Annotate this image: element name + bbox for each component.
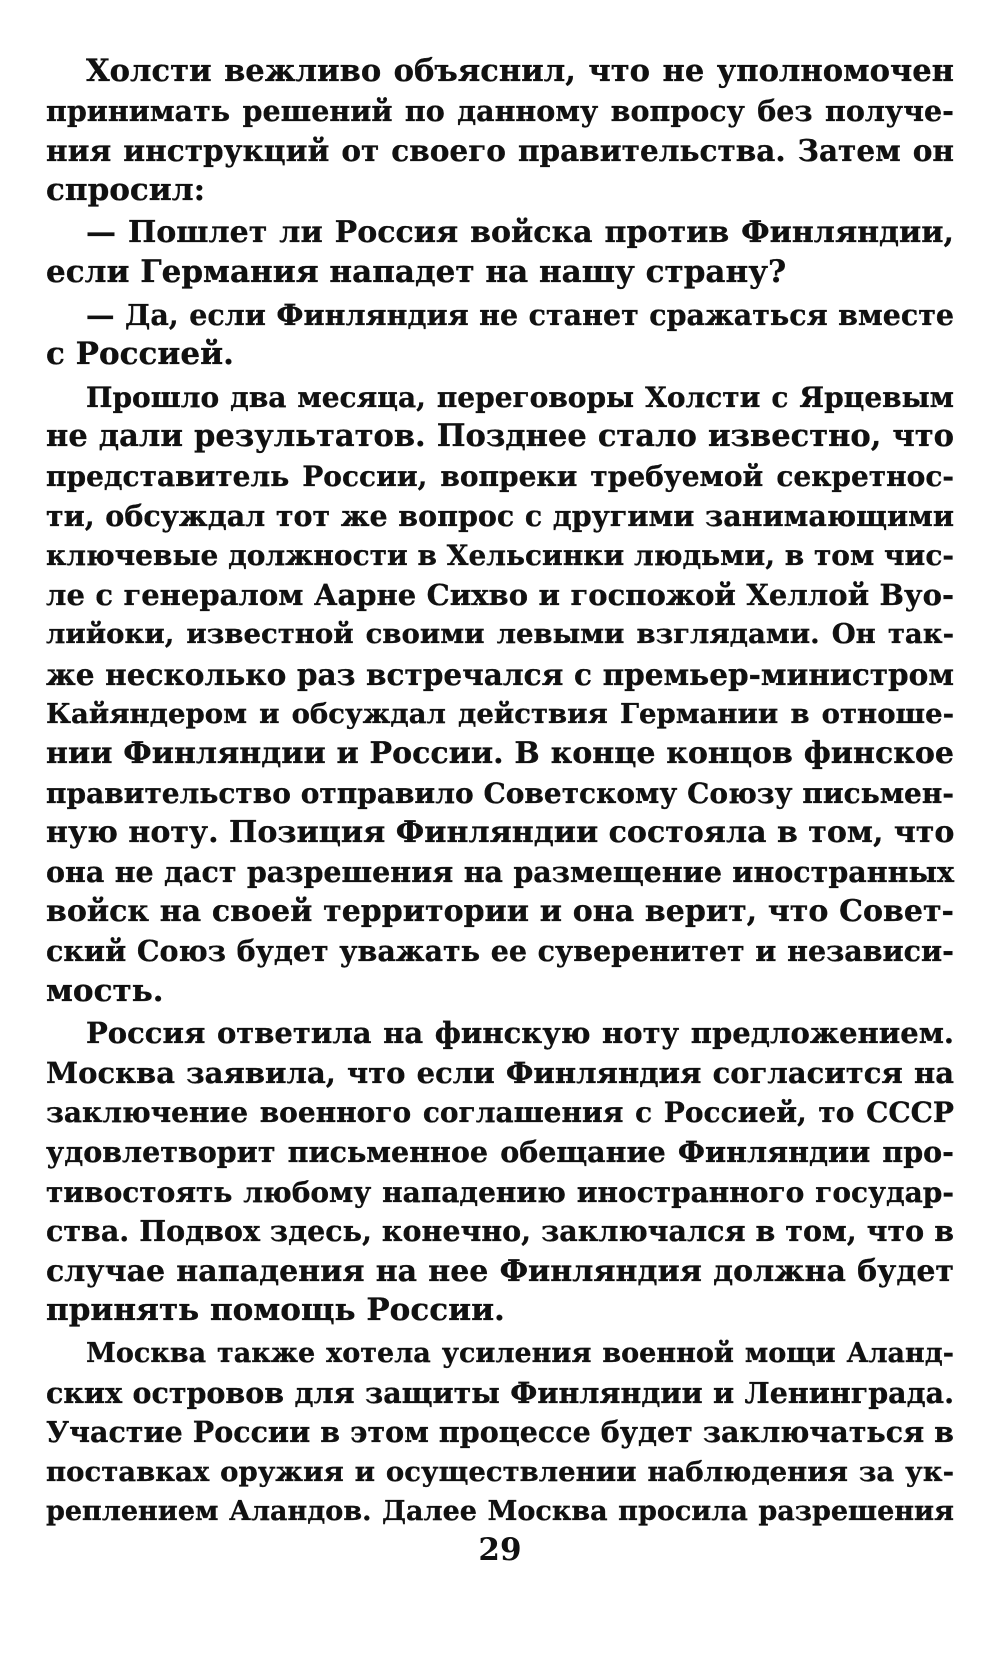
text-line: Участие России в этом процессе будет заключаться в xyxy=(46,1415,954,1450)
text-line: не дали результатов. Позднее стало известно, что xyxy=(46,418,954,455)
text-line: принимать решений по данному вопросу без получе- xyxy=(46,93,954,128)
text-line: нии Финляндии и России. В конце концов финское xyxy=(46,736,954,772)
text-line: Москва заявила, что если Финляндия согласится на xyxy=(46,1055,954,1090)
text-line: спросил: xyxy=(46,171,206,208)
text-line: если Германия нападет на нашу страну? xyxy=(46,253,787,290)
text-line: Прошло два месяца, переговоры Холсти с Ярцевым xyxy=(86,380,954,414)
text-line: мость. xyxy=(46,972,164,1009)
text-line: правительство отправило Советскому Союзу письмен- xyxy=(46,776,954,810)
text-line: удовлетворит письменное обещание Финляндии про- xyxy=(46,1135,954,1170)
text-line: заключение военного соглашения с Россией, то СССР xyxy=(46,1096,954,1130)
text-line: ле с генералом Аарне Сихво и госпожой Хеллой Вуо- xyxy=(46,577,954,612)
text-line: ти, обсуждал тот же вопрос с другими занимающими xyxy=(46,498,954,533)
text-line: войск на своей территории и она верит, что Совет- xyxy=(46,894,954,930)
text-line: же несколько раз встречался с премьер-министром xyxy=(46,656,954,692)
text-line: — Да, если Финляндия не станет сражаться вместе xyxy=(86,297,954,332)
text-line: реплением Аландов. Далее Москва просила разрешения xyxy=(46,1496,954,1528)
text-line: представитель России, вопреки требуемой секретнос- xyxy=(46,459,954,493)
text-line: Россия ответила на финскую ноту предложением. xyxy=(86,1016,954,1051)
text-line: Холсти вежливо объяснил, что не уполномочен xyxy=(86,53,954,89)
text-line: случае нападения на нее Финляндия должна будет xyxy=(46,1253,954,1289)
text-line: ских островов для защиты Финляндии и Ленинграда. xyxy=(46,1375,954,1410)
text-line: ключевые должности в Хельсинки людьми, в том чис- xyxy=(46,539,954,573)
page-number: 29 xyxy=(478,1532,522,1568)
text-line: ства. Подвох здесь, конечно, заключался в том, что в xyxy=(46,1214,954,1249)
text-line: лийоки, известной своими левыми взглядами. Он так- xyxy=(46,618,954,651)
text-line: Кайяндером и обсуждал действия Германии в отноше- xyxy=(46,697,954,730)
text-line: ную ноту. Позиция Финляндии состояла в том, что xyxy=(46,815,955,851)
text-line: с Россией. xyxy=(46,336,234,373)
text-line: она не даст разрешения на размещение иностранных xyxy=(46,854,954,889)
text-line: принять помощь России. xyxy=(46,1292,505,1329)
page-body xyxy=(46,52,954,1532)
text-line: ский Союз будет уважать ее суверенитет и независи- xyxy=(46,934,954,969)
text-line: ния инструкций от своего правительства. Затем он xyxy=(46,133,954,169)
text-line: поставках оружия и осуществлении наблюдения за ук- xyxy=(46,1455,954,1488)
text-line: Москва также хотела усиления военной мощи Аланд- xyxy=(86,1338,954,1369)
text-line: — Пошлет ли Россия войска против Финляндии, xyxy=(86,215,954,251)
text-line: тивостоять любому нападению иностранного государ- xyxy=(46,1175,954,1209)
